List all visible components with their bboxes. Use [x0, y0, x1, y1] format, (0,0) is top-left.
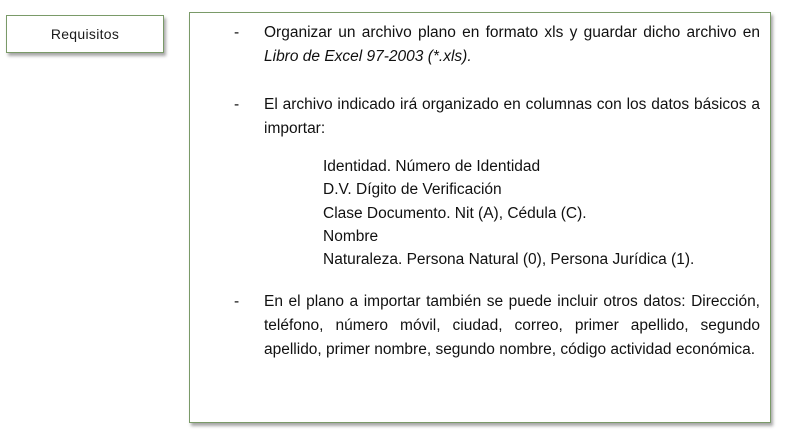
import-field-nombre: Nombre — [323, 227, 379, 245]
import-field-clase-documento: Clase Documento. Nit (A), Cédula (C). — [323, 204, 587, 222]
requirement-item-1-text: Organizar un archivo plano en formato xls y guardar dicho archivo en — [264, 24, 760, 41]
requirement-item-2: El archivo indicado irá organizado en columnas con los datos básicos a importar: — [264, 96, 760, 137]
bullet-marker-2: - — [234, 96, 240, 113]
import-field-dv: D.V. Dígito de Verificación — [323, 181, 502, 199]
requisitos-label-box — [6, 15, 164, 53]
requirements-panel — [189, 12, 771, 423]
import-fields-list — [323, 155, 694, 271]
requirement-item-3: En el plano a importar también se puede incluir otros datos: Dirección, teléfono, número móvil, ciudad, correo, primer apellido, segundo apellido, primer nombre, segundo nombre, código actividad económica. — [264, 293, 760, 358]
bullet-marker-3: - — [234, 293, 240, 310]
requirement-item-1 — [264, 21, 760, 69]
requirement-item-1-format: Libro de Excel 97-2003 (*.xls). — [264, 48, 472, 65]
bullet-marker-1: - — [234, 24, 240, 41]
requisitos-label: Requisitos — [50, 26, 120, 42]
import-field-naturaleza: Naturaleza. Persona Natural (0), Persona Jurídica (1). — [323, 251, 695, 269]
import-field-identidad: Identidad. Número de Identidad — [323, 158, 541, 175]
